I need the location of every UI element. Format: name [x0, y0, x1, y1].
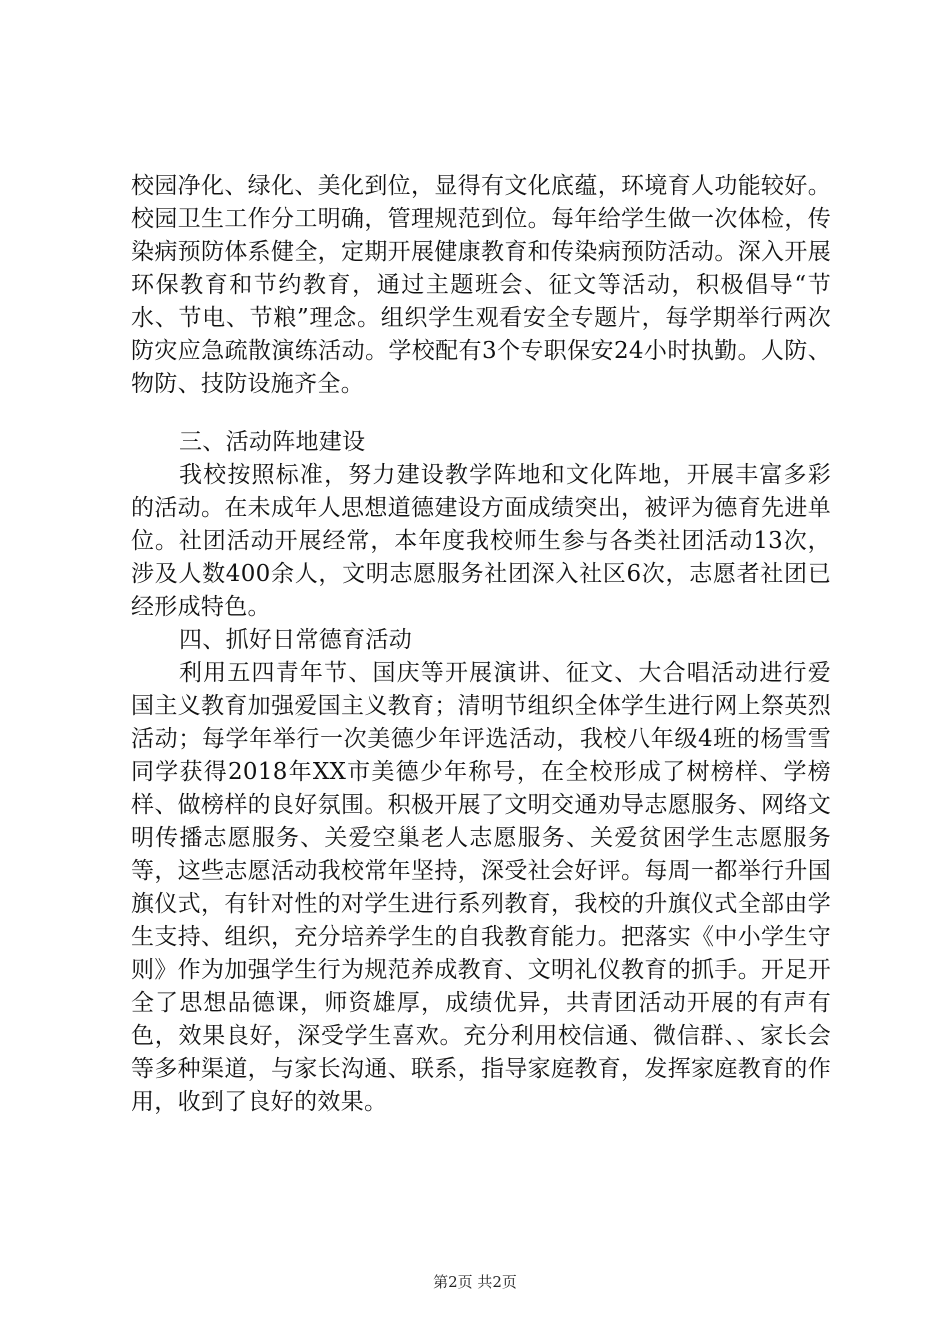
section-heading-activity-venues: 三、活动阵地建设: [179, 429, 366, 455]
page-footer: 第2页 共2页: [433, 1273, 517, 1291]
paragraph-campus-environment: 校园净化、绿化、美化到位，显得有文化底蕴，环境育人功能较好。校园卫生工作分工明确，管理规范到位。每年给学生做一次体检，传染病预防体系健全，定期开展健康教育和传染病预防活动。深入开展环保教育和节约教育，通过主题班会、征文等活动，积极倡导“节水、节电、节粮”理念。组织学生观看安全专题片，每学期举行两次防灾应急疏散演练活动。学校配有3个专职保安24小时执勤。人防、物防、技防设施齐全。: [131, 173, 831, 397]
paragraph-activity-venues: 我校按照标准，努力建设教学阵地和文化阵地，开展丰富多彩的活动。在未成年人思想道德建设方面成绩突出，被评为德育先进单位。社团活动开展经常，本年度我校师生参与各类社团活动13次，涉及人数400余人，文明志愿服务社团深入社区6次，志愿者社团已经形成特色。: [131, 462, 831, 620]
document-body: [131, 170, 831, 1119]
paragraph-gap: [131, 401, 831, 426]
paragraph-moral-education: 利用五四青年节、国庆等开展演讲、征文、大合唱活动进行爱国主义教育加强爱国主义教育；清明节组织全体学生进行网上祭英烈活动；每学年举行一次美德少年评选活动，我校八年级4班的杨雪雪同学获得2018年XX市美德少年称号，在全校形成了树榜样、学榜样、做榜样的良好氛围。积极开展了文明交通劝导志愿服务、网络文明传播志愿服务、关爱空巢老人志愿服务、关爱贫困学生志愿服务等，这些志愿活动我校常年坚持，深受社会好评。每周一都举行升国旗仪式，有针对性的对学生进行系列教育，我校的升旗仪式全部由学生支持、组织，充分培养学生的自我教育能力。把落实《中小学生守则》作为加强学生行为规范养成教育、文明礼仪教育的抓手。开足开全了思想品德课，师资雄厚，成绩优异，共青团活动开展的有声有色，效果良好，深受学生喜欢。充分利用校信通、微信群、、家长会等多种渠道，与家长沟通、联系，指导家庭教育，发挥家庭教育的作用，收到了良好的效果。: [131, 660, 831, 1115]
section-heading-moral-education: 四、抓好日常德育活动: [179, 627, 412, 653]
